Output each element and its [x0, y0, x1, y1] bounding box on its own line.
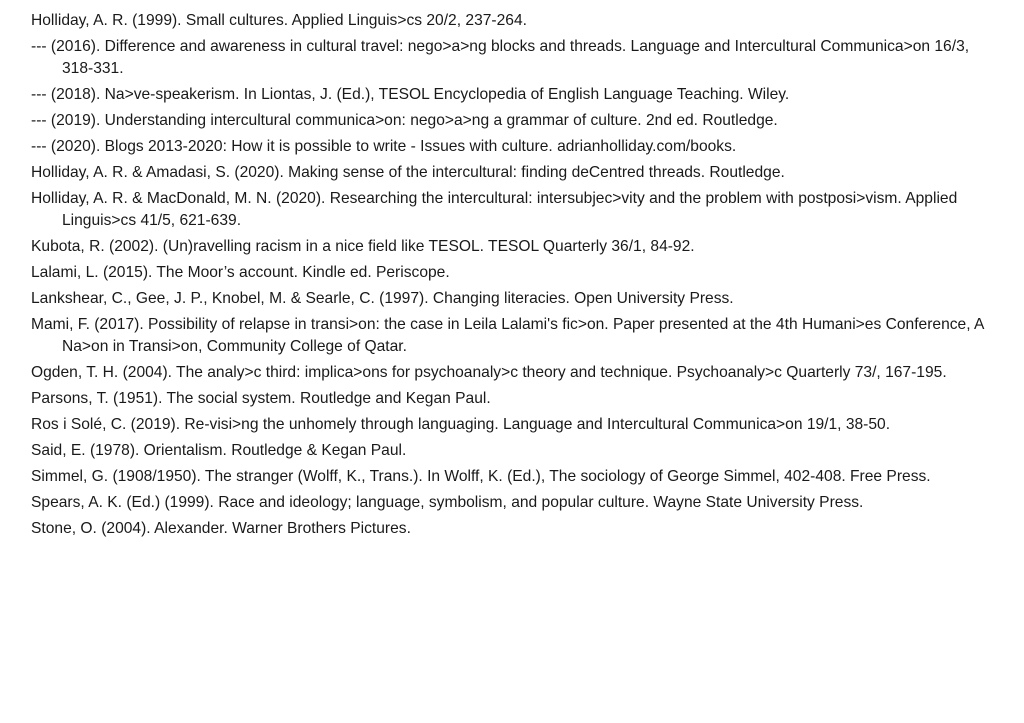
reference-list [31, 10, 991, 540]
reference-entry: Simmel, G. (1908/1950). The stranger (Wolff, K., Trans.). In Wolff, K. (Ed.), The sociology of George Simmel, 402-408. Free Press. [31, 467, 931, 485]
reference-entry: Ogden, T. H. (2004). The analy>c third: implica>ons for psychoanaly>c theory and technique. Psychoanaly>c Quarterly 73/, 167-195. [31, 364, 947, 382]
reference-entry: --- (2020). Blogs 2013-2020: How it is possible to write - Issues with culture. adrianholliday.com/books. [31, 138, 737, 156]
reference-entry: Lankshear, C., Gee, J. P., Knobel, M. & Searle, C. (1997). Changing literacies. Open University Press. [31, 290, 734, 308]
reference-entry: Kubota, R. (2002). (Un)ravelling racism in a nice field like TESOL. TESOL Quarterly 36/1, 84-92. [31, 238, 695, 256]
reference-entry: Lalami, L. (2015). The Moor’s account. Kindle ed. Periscope. [31, 264, 450, 282]
reference-entry: Holliday, A. R. & MacDonald, M. N. (2020). Researching the intercultural: intersubjec>vity and the problem with postposi>vism. Applied Linguis>cs 41/5, 621-639. [31, 189, 958, 230]
reference-entry: Ros i Solé, C. (2019). Re-visi>ng the unhomely through languaging. Language and Intercultural Communica>on 19/1, 38-50. [31, 416, 891, 434]
reference-entry: --- (2019). Understanding intercultural communica>on: nego>a>ng a grammar of culture. 2nd ed. Routledge. [31, 112, 778, 130]
reference-page [31, 10, 991, 544]
reference-entry: --- (2018). Na>ve-speakerism. In Liontas, J. (Ed.), TESOL Encyclopedia of English Language Teaching. Wiley. [31, 86, 790, 104]
reference-entry: Spears, A. K. (Ed.) (1999). Race and ideology; language, symbolism, and popular culture. Wayne State University Press. [31, 493, 864, 511]
reference-entry: --- (2016). Difference and awareness in cultural travel: nego>a>ng blocks and threads. Language and Intercultural Communica>on 16/3, 318-331. [31, 37, 970, 78]
reference-entry: Mami, F. (2017). Possibility of relapse in transi>on: the case in Leila Lalami's fic>on. Paper presented at the 4th Humani>es Conference, A Na>on in Transi>on, Community College of Qatar. [31, 315, 984, 356]
reference-entry: Holliday, A. R. (1999). Small cultures. Applied Linguis>cs 20/2, 237-264. [31, 12, 527, 29]
reference-entry: Stone, O. (2004). Alexander. Warner Brothers Pictures. [31, 519, 411, 537]
reference-entry: Holliday, A. R. & Amadasi, S. (2020). Making sense of the intercultural: finding deCentred threads. Routledge. [31, 163, 785, 181]
reference-entry: Parsons, T. (1951). The social system. Routledge and Kegan Paul. [31, 390, 491, 408]
reference-entry: Said, E. (1978). Orientalism. Routledge & Kegan Paul. [31, 441, 407, 459]
